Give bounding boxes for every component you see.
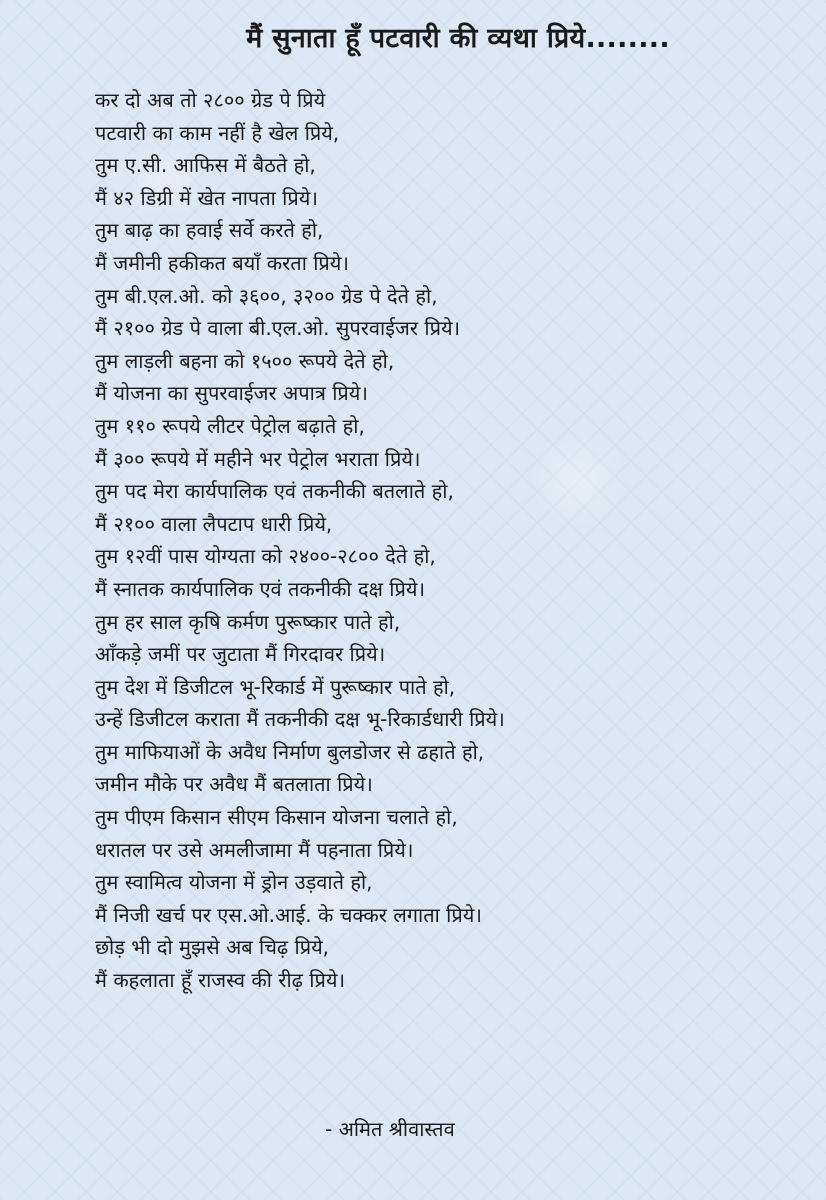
poem-line: मैं ४२ डिग्री में खेत नापता प्रिये। xyxy=(95,185,318,210)
poem-line: मैं निजी खर्च पर एस.ओ.आई. के चक्कर लगाता प्रिये। xyxy=(95,902,482,927)
poem-line: मैं जमीनी हकीकत बयाँ करता प्रिये। xyxy=(95,250,349,275)
poem-line: पटवारी का काम नहीं है खेल प्रिये, xyxy=(95,120,340,145)
poem-line: मैं कहलाता हूँ राजस्व की रीढ़ प्रिये। xyxy=(95,968,346,993)
poem-line: उन्हें डिजीटल कराता मैं तकनीकी दक्ष भू-रिकार्डधारी प्रिये। xyxy=(95,707,505,732)
poem-line: मैं योजना का सुपरवाईजर अपात्र प्रिये। xyxy=(95,381,368,406)
poem-line: तुम पीएम किसान सीएम किसान योजना चलाते हो, xyxy=(95,805,458,830)
poem-line: मैं २१०० ग्रेड पे वाला बी.एल.ओ. सुपरवाईजर प्रिये। xyxy=(95,316,461,341)
poem-line: तुम १२वीं पास योग्यता को २४००-२८०० देते हो, xyxy=(95,544,436,569)
poem-line: मैं ३०० रूपये में महीने भर पेट्रोल भराता प्रिये। xyxy=(95,446,421,471)
poem-line: छोड़ भी दो मुझसे अब चिढ़ प्रिये, xyxy=(95,935,330,960)
poem-line: तुम पद मेरा कार्यपालिक एवं तकनीकी बतलाते हो, xyxy=(95,479,454,504)
poem-line: कर दो अब तो २८०० ग्रेड पे प्रिये xyxy=(95,88,326,112)
poem-line: मैं २१०० वाला लैपटाप धारी प्रिये, xyxy=(95,511,333,536)
poem-line: तुम ए.सी. आफिस में बैठते हो, xyxy=(95,153,316,178)
poem-line: आँकड़े जमीं पर जुटाता मैं गिरदावर प्रिये। xyxy=(95,642,386,667)
poem-line: जमीन मौके पर अवैध मैं बतलाता प्रिये। xyxy=(95,772,373,797)
poem-line: मैं स्नातक कार्यपालिक एवं तकनीकी दक्ष प्रिये। xyxy=(95,576,426,601)
poem-line: तुम हर साल कृषि कर्मण पुरूष्कार पाते हो, xyxy=(95,609,401,634)
poem-body xyxy=(95,84,795,997)
poem-line: तुम ११० रूपये लीटर पेट्रोल बढ़ाते हो, xyxy=(95,413,365,438)
poem-line: तुम लाड़ली बहना को १५०० रूपये देते हो, xyxy=(95,348,395,373)
author-signature: - अमित श्रीवास्तव xyxy=(325,1117,455,1141)
poem-line: तुम माफियाओं के अवैध निर्माण बुलडोजर से ढहाते हो, xyxy=(95,739,485,764)
poem-line: तुम देश में डिजीटल भू-रिकार्ड में पुरूष्कार पाते हो, xyxy=(95,674,456,699)
poem-line: तुम बाढ़ का हवाई सर्वे करते हो, xyxy=(95,218,324,243)
poem-line: धरातल पर उसे अमलीजामा मैं पहनाता प्रिये। xyxy=(95,837,414,862)
poem-line: तुम बी.एल.ओ. को ३६००, ३२०० ग्रेड पे देते हो, xyxy=(95,283,438,308)
poem-title: मैं सुनाता हूँ पटवारी की व्यथा प्रिये........ xyxy=(246,23,670,54)
poem-line: तुम स्वामित्व योजना में ड्रोन उड़वाते हो, xyxy=(95,870,373,895)
